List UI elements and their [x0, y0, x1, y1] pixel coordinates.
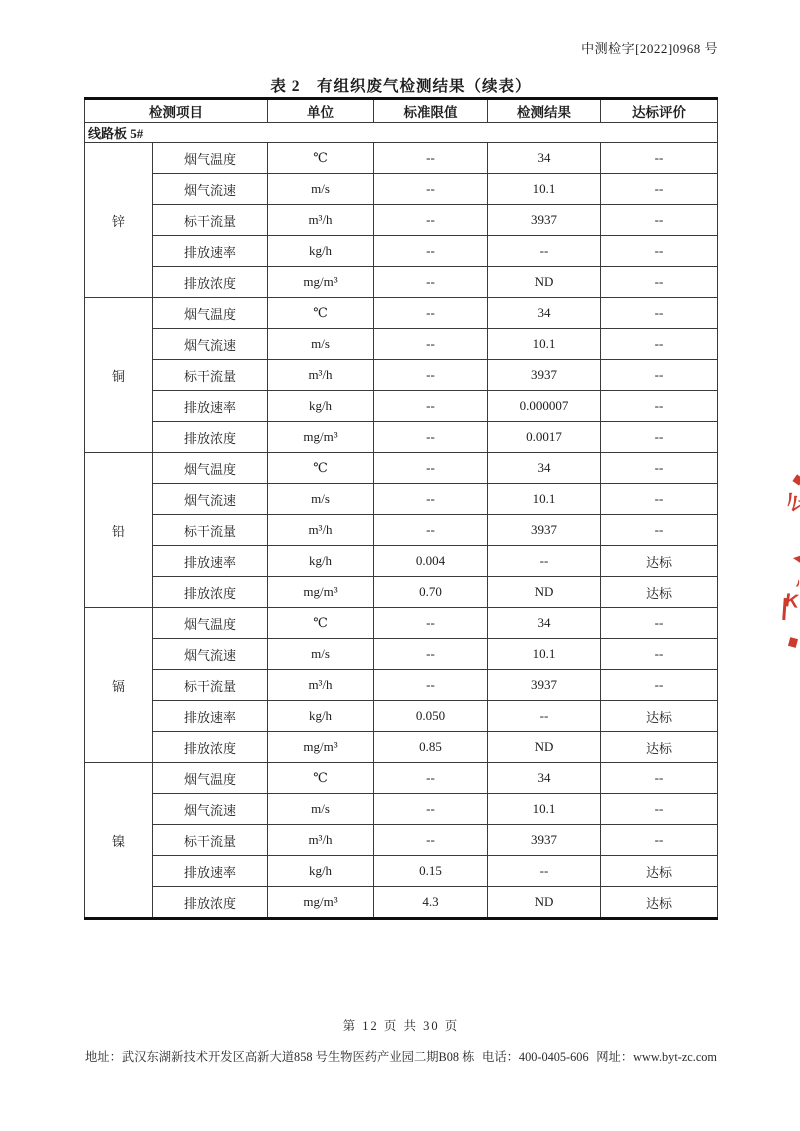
cell-unit: mg/m³ [268, 887, 374, 919]
cell-result: 10.1 [488, 794, 601, 825]
cell-evaluation: -- [601, 205, 718, 236]
table-row [85, 267, 718, 298]
table-row [85, 670, 718, 701]
cell-evaluation: -- [601, 391, 718, 422]
table-row [85, 608, 718, 639]
col-header-limit: 标准限值 [374, 99, 488, 123]
cell-evaluation: -- [601, 670, 718, 701]
table-row [85, 577, 718, 608]
red-stamp-fragment [792, 474, 800, 485]
group-name-cell: 铅 [85, 453, 153, 608]
cell-unit: m³/h [268, 360, 374, 391]
cell-unit: mg/m³ [268, 577, 374, 608]
cell-result: 0.000007 [488, 391, 601, 422]
table-row [85, 205, 718, 236]
results-table [84, 97, 718, 920]
cell-item: 烟气温度 [153, 143, 268, 174]
cell-result: ND [488, 887, 601, 919]
cell-result: 34 [488, 298, 601, 329]
cell-unit: ℃ [268, 763, 374, 794]
cell-limit: 0.85 [374, 732, 488, 763]
col-header-item: 检测项目 [85, 99, 268, 123]
cell-evaluation: 达标 [601, 577, 718, 608]
footer-website: 网址：www.byt-zc.com [596, 1050, 717, 1064]
cell-unit: m/s [268, 174, 374, 205]
cell-unit: m/s [268, 484, 374, 515]
cell-evaluation: -- [601, 825, 718, 856]
red-stamp-fragment [793, 555, 800, 564]
page-number: 第 12 页 共 30 页 [342, 1019, 460, 1033]
cell-unit: ℃ [268, 453, 374, 484]
table-row [85, 391, 718, 422]
cell-item: 烟气流速 [153, 174, 268, 205]
cell-limit: -- [374, 515, 488, 546]
cell-unit: ℃ [268, 608, 374, 639]
cell-item: 排放浓度 [153, 887, 268, 919]
cell-limit: 4.3 [374, 887, 488, 919]
cell-item: 排放浓度 [153, 267, 268, 298]
cell-item: 标干流量 [153, 205, 268, 236]
red-stamp-fragment [786, 574, 800, 593]
cell-result: 34 [488, 608, 601, 639]
cell-unit: m/s [268, 794, 374, 825]
table-row [85, 422, 718, 453]
cell-result: 3937 [488, 515, 601, 546]
cell-evaluation: -- [601, 453, 718, 484]
cell-unit: kg/h [268, 391, 374, 422]
section-row [85, 123, 718, 143]
cell-result: 10.1 [488, 639, 601, 670]
footer-phone: 电话：400-0405-606 [482, 1050, 589, 1064]
group-name-cell: 镉 [85, 608, 153, 763]
cell-limit: 0.050 [374, 701, 488, 732]
cell-item: 烟气温度 [153, 453, 268, 484]
cell-limit: -- [374, 329, 488, 360]
cell-evaluation: -- [601, 236, 718, 267]
cell-item: 烟气温度 [153, 608, 268, 639]
cell-result: 3937 [488, 825, 601, 856]
cell-unit: kg/h [268, 701, 374, 732]
cell-limit: 0.004 [374, 546, 488, 577]
cell-item: 烟气流速 [153, 329, 268, 360]
cell-result: ND [488, 732, 601, 763]
red-stamp-fragment [782, 488, 800, 515]
cell-evaluation: 达标 [601, 856, 718, 887]
cell-item: 排放浓度 [153, 422, 268, 453]
cell-evaluation: -- [601, 143, 718, 174]
cell-limit: -- [374, 639, 488, 670]
cell-limit: -- [374, 453, 488, 484]
cell-limit: -- [374, 794, 488, 825]
cell-unit: mg/m³ [268, 422, 374, 453]
cell-evaluation: 达标 [601, 546, 718, 577]
cell-unit: ℃ [268, 298, 374, 329]
cell-item: 标干流量 [153, 825, 268, 856]
cell-unit: kg/h [268, 546, 374, 577]
cell-unit: m³/h [268, 205, 374, 236]
cell-unit: mg/m³ [268, 732, 374, 763]
cell-evaluation: -- [601, 763, 718, 794]
cell-item: 排放速率 [153, 546, 268, 577]
table-row [85, 484, 718, 515]
red-stamp-fragment [784, 591, 800, 612]
cell-limit: 0.15 [374, 856, 488, 887]
table-row [85, 360, 718, 391]
cell-evaluation: 达标 [601, 701, 718, 732]
cell-result: 10.1 [488, 329, 601, 360]
cell-result: 3937 [488, 205, 601, 236]
table-row [85, 515, 718, 546]
cell-result: 10.1 [488, 484, 601, 515]
cell-item: 烟气温度 [153, 763, 268, 794]
cell-limit: -- [374, 422, 488, 453]
table-row [85, 298, 718, 329]
table-title: 表 2 有组织废气检测结果（续表） [270, 78, 532, 95]
cell-item: 排放速率 [153, 856, 268, 887]
cell-limit: -- [374, 174, 488, 205]
table-row [85, 701, 718, 732]
cell-item: 烟气温度 [153, 298, 268, 329]
footer-contact-line [85, 1047, 717, 1065]
cell-result: -- [488, 856, 601, 887]
col-header-evaluation: 达标评价 [601, 99, 718, 123]
table-row [85, 174, 718, 205]
cell-unit: kg/h [268, 856, 374, 887]
table-row [85, 856, 718, 887]
cell-result: 34 [488, 453, 601, 484]
cell-unit: m/s [268, 639, 374, 670]
cell-item: 排放速率 [153, 701, 268, 732]
cell-evaluation: -- [601, 298, 718, 329]
cell-result: 10.1 [488, 174, 601, 205]
cell-limit: -- [374, 205, 488, 236]
section-label: 线路板 5# [85, 123, 718, 143]
group-name-cell: 镍 [85, 763, 153, 919]
cell-limit: -- [374, 360, 488, 391]
cell-evaluation: -- [601, 267, 718, 298]
cell-unit: m/s [268, 329, 374, 360]
table-row [85, 794, 718, 825]
cell-result: 34 [488, 143, 601, 174]
cell-limit: -- [374, 143, 488, 174]
table-row [85, 143, 718, 174]
cell-limit: -- [374, 670, 488, 701]
cell-evaluation: -- [601, 515, 718, 546]
cell-evaluation: -- [601, 484, 718, 515]
red-stamp-fragment [788, 637, 798, 648]
cell-evaluation: -- [601, 360, 718, 391]
cell-unit: m³/h [268, 515, 374, 546]
cell-result: 0.0017 [488, 422, 601, 453]
cell-unit: m³/h [268, 670, 374, 701]
cell-limit: -- [374, 763, 488, 794]
cell-limit: -- [374, 391, 488, 422]
cell-result: -- [488, 236, 601, 267]
table-row [85, 639, 718, 670]
cell-item: 标干流量 [153, 360, 268, 391]
cell-limit: -- [374, 236, 488, 267]
cell-item: 标干流量 [153, 515, 268, 546]
cell-limit: -- [374, 267, 488, 298]
table-row [85, 887, 718, 919]
table-row [85, 763, 718, 794]
footer-address: 地址：武汉东湖新技术开发区高新大道858 号生物医药产业园二期B08 栋 [85, 1050, 475, 1064]
cell-result: 3937 [488, 670, 601, 701]
cell-result: -- [488, 546, 601, 577]
table-header-row [85, 99, 718, 123]
cell-item: 排放速率 [153, 391, 268, 422]
cell-limit: -- [374, 825, 488, 856]
table-row [85, 546, 718, 577]
doc-reference-number: 中测检字[2022]0968 号 [581, 41, 718, 56]
table-row [85, 732, 718, 763]
cell-item: 烟气流速 [153, 794, 268, 825]
group-name-cell: 铜 [85, 298, 153, 453]
cell-unit: mg/m³ [268, 267, 374, 298]
cell-evaluation: -- [601, 174, 718, 205]
table-row [85, 329, 718, 360]
cell-item: 排放浓度 [153, 577, 268, 608]
cell-evaluation: -- [601, 794, 718, 825]
col-header-unit: 单位 [268, 99, 374, 123]
cell-result: -- [488, 701, 601, 732]
cell-item: 排放速率 [153, 236, 268, 267]
col-header-result: 检测结果 [488, 99, 601, 123]
cell-result: 3937 [488, 360, 601, 391]
group-name-cell: 锌 [85, 143, 153, 298]
cell-item: 标干流量 [153, 670, 268, 701]
cell-unit: kg/h [268, 236, 374, 267]
cell-item: 排放浓度 [153, 732, 268, 763]
cell-unit: m³/h [268, 825, 374, 856]
cell-result: 34 [488, 763, 601, 794]
cell-result: ND [488, 267, 601, 298]
table-row [85, 236, 718, 267]
cell-evaluation: -- [601, 639, 718, 670]
table-row [85, 453, 718, 484]
cell-item: 烟气流速 [153, 639, 268, 670]
red-stamp-fragment [782, 598, 787, 620]
red-stamp [776, 470, 800, 655]
table-row [85, 825, 718, 856]
cell-limit: -- [374, 608, 488, 639]
cell-evaluation: -- [601, 608, 718, 639]
cell-evaluation: 达标 [601, 887, 718, 919]
cell-evaluation: -- [601, 422, 718, 453]
cell-result: ND [488, 577, 601, 608]
cell-evaluation: 达标 [601, 732, 718, 763]
cell-limit: -- [374, 298, 488, 329]
cell-limit: 0.70 [374, 577, 488, 608]
cell-item: 烟气流速 [153, 484, 268, 515]
cell-evaluation: -- [601, 329, 718, 360]
cell-limit: -- [374, 484, 488, 515]
cell-unit: ℃ [268, 143, 374, 174]
